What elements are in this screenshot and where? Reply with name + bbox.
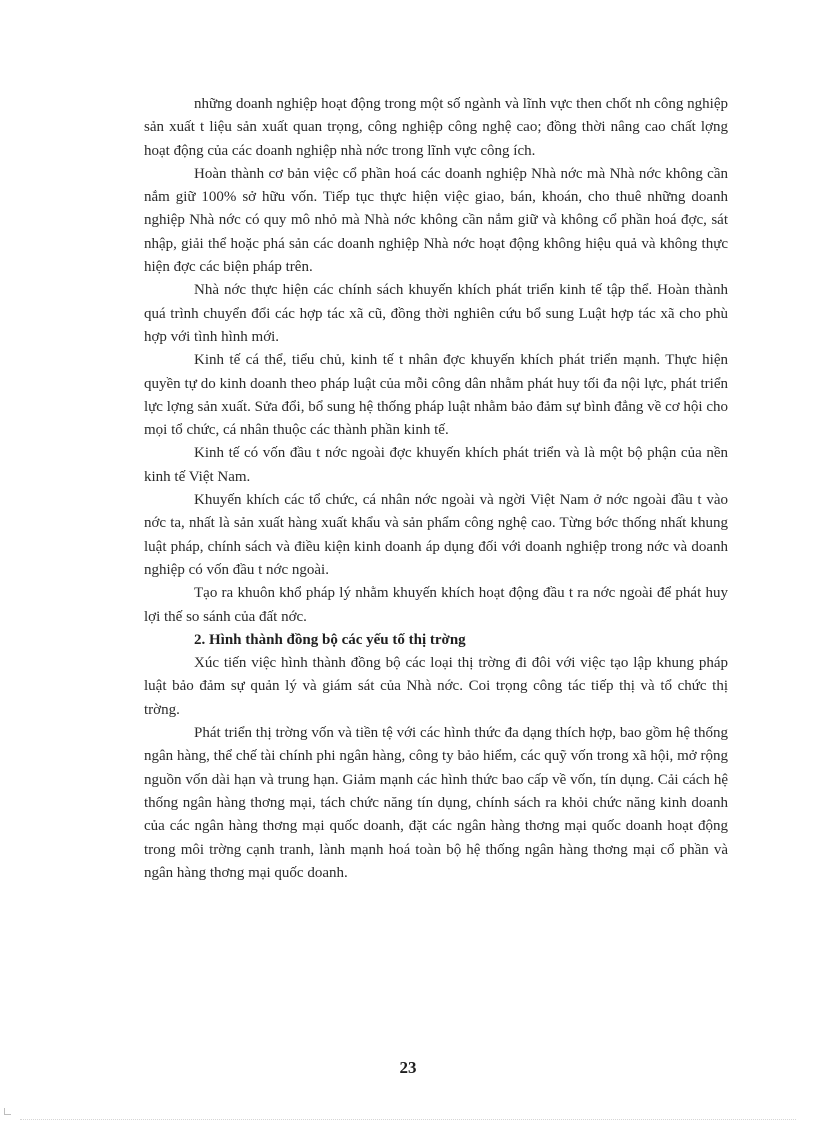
paragraph-private-economy: Kinh tế cá thể, tiểu chủ, kinh tế t nhân đợc khuyến khích phát triển mạnh. Thực hiện quyền tự do kinh doanh theo pháp luật của mỗi công dân nhằm phát huy tối đa nội lực, phát triển lực lợng sản xuất. Sửa đổi, bổ sung hệ thống pháp luật nhằm bảo đảm sự bình đẳng về cơ hội cho mọi tổ chức, cá nhân thuộc các thành phần kinh tế. bbox=[144, 352, 728, 439]
paragraph-foreign-investment: Kinh tế có vốn đầu t nớc ngoài đợc khuyến khích phát triển và là một bộ phận của nền kinh tế Việt Nam. bbox=[144, 445, 728, 485]
paragraph-market-formation: Xúc tiến việc hình thành đồng bộ các loại thị trờng đi đôi với việc tạo lập khung pháp luật bảo đảm sự quản lý và giám sát của Nhà nớc. Coi trọng công tác tiếp thị và tổ chức thị trờng. bbox=[144, 655, 728, 718]
corner-mark bbox=[4, 1108, 11, 1115]
section-heading: 2. Hình thành đồng bộ các yếu tố thị trờng bbox=[194, 631, 466, 648]
paragraph-outward-investment: Tạo ra khuôn khổ pháp lý nhằm khuyến khích hoạt động đầu t ra nớc ngoài để phát huy lợi thế so sánh của đất nớc. bbox=[144, 585, 728, 625]
paragraph-capital-market: Phát triển thị trờng vốn và tiền tệ với các hình thức đa dạng thích hợp, bao gồm hệ thống ngân hàng, thể chế tài chính phi ngân hàng, công ty bảo hiểm, các quỹ vốn trong xã hội, mở rộng nguồn vốn dài hạn và trung hạn. Giảm mạnh các hình thức bao cấp về vốn, tín dụng. Cải cách hệ thống ngân hàng thơng mại, tách chức năng tín dụng, chính sách ra khỏi chức năng kinh doanh của các ngân hàng thơng mại quốc doanh, đặt các ngân hàng thơng mại quốc doanh hoạt động trong môi trờng cạnh tranh, lành mạnh hoá toàn bộ hệ thống ngân hàng thơng mại cổ phần và ngân hàng thơng mại quốc doanh. bbox=[144, 725, 728, 881]
page-number: 23 bbox=[399, 1058, 417, 1077]
page-body bbox=[144, 93, 728, 885]
paragraph-collective-economy: Nhà nớc thực hiện các chính sách khuyến khích phát triển kinh tế tập thể. Hoàn thành quá trình chuyển đổi các hợp tác xã cũ, đồng thời nghiên cứu bổ sung Luật hợp tác xã cho phù hợp với tình hình mới. bbox=[144, 282, 728, 345]
paragraph-state-enterprises-sectors: những doanh nghiệp hoạt động trong một số ngành và lĩnh vực then chốt nh công nghiệp sản xuất t liệu sản xuất quan trọng, công nghiệp công nghệ cao; đồng thời nâng cao chất lợng hoạt động của các doanh nghiệp nhà nớc trong lĩnh vực công ích. bbox=[144, 96, 728, 159]
page-bottom-divider bbox=[20, 1119, 796, 1120]
paragraph-encourage-foreign-investors: Khuyến khích các tổ chức, cá nhân nớc ngoài và ngời Việt Nam ở nớc ngoài đầu t vào nớc ta, nhất là sản xuất hàng xuất khẩu và sản phẩm công nghệ cao. Từng bớc thống nhất khung luật pháp, chính sách và điều kiện kinh doanh áp dụng đối với doanh nghiệp trong nớc và doanh nghiệp có vốn đầu t nớc ngoài. bbox=[144, 492, 728, 578]
paragraph-equitization: Hoàn thành cơ bản việc cổ phần hoá các doanh nghiệp Nhà nớc mà Nhà nớc không cần nắm giữ 100% sở hữu vốn. Tiếp tục thực hiện việc giao, bán, khoán, cho thuê những doanh nghiệp Nhà nớc có quy mô nhỏ mà Nhà nớc không cần nắm giữ và không cổ phần hoá đợc, sát nhập, giải thể hoặc phá sản các doanh nghiệp Nhà nớc hoạt động không hiệu quả và không thực hiện đợc các biện pháp trên. bbox=[144, 165, 728, 276]
